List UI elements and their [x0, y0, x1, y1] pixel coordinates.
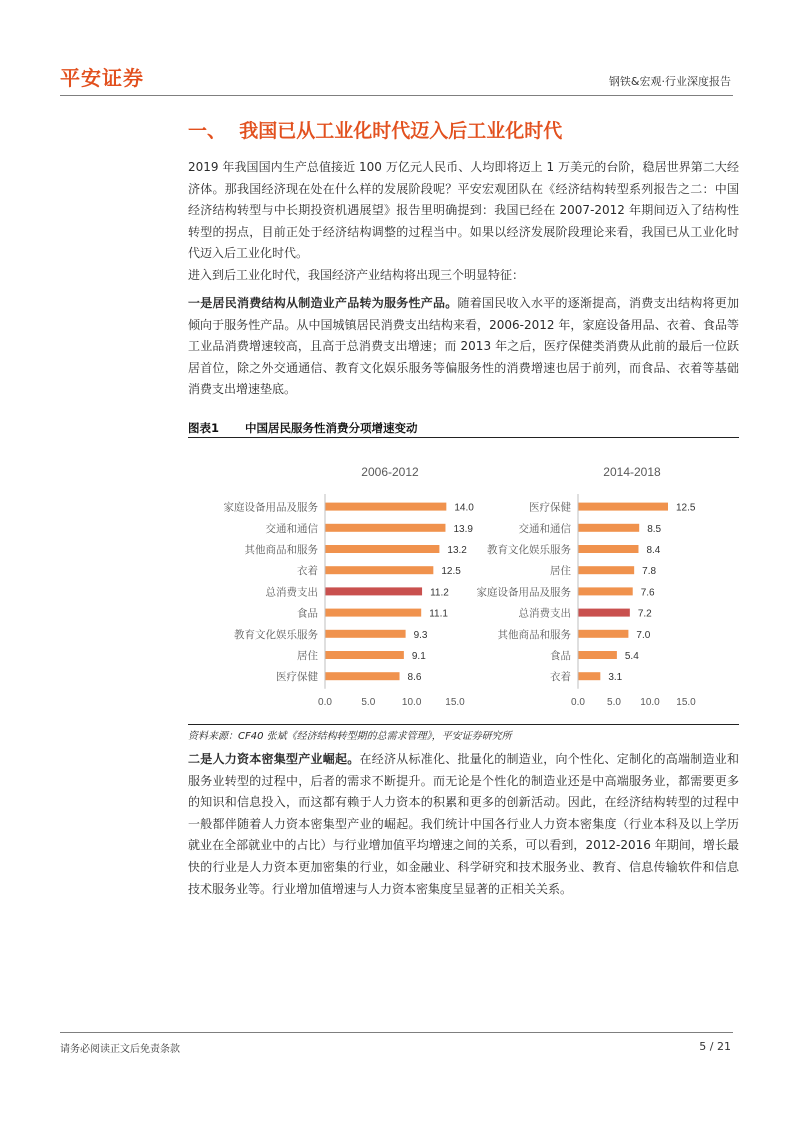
chart-2-value-label: 7.2 — [637, 608, 652, 620]
chart-2-category-label: 家庭设备用品及服务 — [476, 586, 571, 599]
chart-2-category-label: 医疗保健 — [529, 501, 571, 514]
paragraph-consumption — [188, 293, 739, 401]
chart-1-bar — [325, 545, 439, 553]
chart-1-bar — [325, 587, 422, 595]
chart-1-value-label: 14.0 — [454, 502, 474, 514]
consumption-growth-chart — [188, 440, 739, 722]
chart-1-bar — [325, 609, 421, 617]
chart-2-bar — [578, 566, 634, 574]
chart-2-bar — [578, 672, 600, 680]
chart-1-category-label: 家庭设备用品及服务 — [223, 501, 318, 514]
footer-divider — [60, 1032, 733, 1033]
chart-1-category-label: 居住 — [297, 650, 318, 662]
chart-2-bar — [578, 587, 633, 595]
chart-2-x-tick-label: 5.0 — [607, 696, 621, 708]
chart-2-value-label: 8.5 — [647, 523, 662, 535]
figure-header — [188, 420, 739, 436]
chart-1-bar — [325, 630, 406, 638]
chart-2-x-tick-label: 15.0 — [676, 696, 696, 708]
figure-title: 中国居民服务性消费分项增速变动 — [245, 421, 418, 435]
chart-2-value-label: 12.5 — [676, 502, 696, 514]
chart-1-bar — [325, 503, 446, 511]
figure-label: 图表1 — [188, 421, 220, 435]
chart-2-category-label: 总消费支出 — [518, 607, 571, 620]
chart-1-x-tick-label: 15.0 — [445, 696, 465, 708]
chart-2-category-label: 食品 — [550, 650, 571, 662]
paragraph-consumption-lead: 一是居民消费结构从制造业产品转为服务性产品。 — [188, 296, 458, 310]
chart-1-x-tick-label: 0.0 — [318, 696, 332, 708]
chart-1-category-label: 其他商品和服务 — [244, 544, 318, 556]
chart-2-category-label: 教育文化娱乐服务 — [487, 544, 571, 556]
chart-1-category-label: 食品 — [297, 607, 318, 620]
chart-2-x-tick-label: 0.0 — [571, 696, 585, 708]
paragraph-features: 进入到后工业化时代，我国经济产业结构将出现三个明显特征： — [188, 268, 525, 282]
brand-logo: 平安证券 — [60, 66, 144, 90]
chart-2-x-tick-label: 10.0 — [640, 696, 660, 708]
chart-2-category-label: 居住 — [550, 565, 571, 578]
chart-1-category-label: 医疗保健 — [276, 671, 318, 684]
paragraph-human-capital-lead: 二是人力资本密集型产业崛起。 — [188, 752, 360, 766]
chart-2-bar — [578, 630, 628, 638]
chart-1-bar — [325, 651, 404, 659]
chart-1-bar — [325, 672, 400, 680]
chart-1-category-label: 衣着 — [297, 565, 318, 578]
section-title: 一、 我国已从工业化时代迈入后工业化时代 — [188, 120, 563, 142]
figure-bottom-rule — [188, 724, 739, 725]
chart-1-title: 2006-2012 — [361, 465, 419, 479]
chart-2-bar — [578, 503, 668, 511]
chart-1-value-label: 13.9 — [453, 523, 473, 535]
chart-2-bar — [578, 651, 617, 659]
chart-2-bar — [578, 609, 630, 617]
footer-disclaimer: 请务必阅读正文后免责条款 — [60, 1044, 180, 1055]
chart-2-title: 2014-2018 — [603, 465, 661, 479]
chart-2-bar — [578, 524, 639, 532]
chart-1-category-label: 交通和通信 — [265, 522, 318, 535]
chart-1-value-label: 12.5 — [441, 566, 461, 578]
chart-1-value-label: 9.3 — [413, 629, 428, 641]
chart-1-category-label: 总消费支出 — [265, 586, 318, 599]
chart-1-bar — [325, 566, 433, 574]
chart-1-x-tick-label: 5.0 — [361, 696, 376, 708]
chart-1-value-label: 8.6 — [407, 672, 422, 684]
report-category: 钢铁&宏观·行业深度报告 — [608, 75, 731, 88]
chart-1-value-label: 13.2 — [447, 545, 467, 556]
chart-2-category-label: 衣着 — [550, 671, 571, 684]
chart-2-value-label: 7.6 — [640, 587, 655, 599]
chart-2-bar — [578, 545, 638, 553]
chart-2-value-label: 3.1 — [608, 672, 623, 684]
chart-2-value-label: 5.4 — [624, 651, 639, 662]
chart-1-bar — [325, 524, 445, 532]
chart-1-value-label: 11.1 — [429, 608, 448, 620]
chart-2-value-label: 7.8 — [642, 566, 657, 578]
paragraph-consumption-body: 随着国民收入水平的逐渐提高，消费支出结构将更加倾向于服务性产品。从中国城镇居民消费支出结构来看，2006-2012 年，家庭设备用品、衣着、食品等工业品消费增速较高，且高于总消费支出增速；而 2013 年之后，医疗保健类消费从此前的最后一位跃居首位，除之外交通通信、教育文化娱乐服务等偏服务性的消费增速也居于前列，而食品、衣着等基础消费支出增速垫底。 — [188, 296, 739, 397]
figure-source: 资料来源：CF40 张斌《经济结构转型期的总需求管理》，平安证券研究所 — [188, 731, 512, 742]
page-number: 5 / 21 — [699, 1040, 731, 1053]
chart-1-value-label: 11.2 — [430, 587, 449, 599]
chart-2-value-label: 7.0 — [636, 629, 651, 641]
figure-top-rule — [188, 437, 739, 438]
header-divider — [60, 95, 733, 96]
chart-2-category-label: 交通和通信 — [518, 522, 571, 535]
paragraph-human-capital-body: 在经济从标准化、批量化的制造业，向个性化、定制化的高端制造业和服务业转型的过程中，后者的需求不断提升。而无论是个性化的制造业还是中高端服务业，都需要更多的知识和信息投入，而这都有赖于人力资本的积累和更多的创新活动。因此，在经济结构转型的过程中一般都伴随着人力资本密集型产业的崛起。我们统计中国各行业人力资本密集度（行业本科及以上学历就业在全部就业中的占比）与行业增加值平均增速之间的关系，可以看到，2012-2016 年期间，增长最快的行业是人力资本更加密集的行业，如金融业、科学研究和技术服务业、教育、信息传输软件和信息技术服务业等。行业增加值增速与人力资本密集度呈显著的正相关关系。 — [188, 752, 739, 896]
paragraph-human-capital — [188, 749, 739, 900]
chart-1-x-tick-label: 10.0 — [401, 696, 422, 708]
chart-1-value-label: 9.1 — [411, 651, 426, 662]
chart-1-category-label: 教育文化娱乐服务 — [234, 628, 318, 641]
chart-2-category-label: 其他商品和服务 — [497, 628, 571, 641]
paragraph-intro: 2019 年我国国内生产总值接近 100 万亿元人民币、人均即将迈上 1 万美元的台阶，稳居世界第二大经济体。那我国经济现在处在什么样的发展阶段呢？平安宏观团队在《经济结构转型系列报告之二：中国经济结构转型与中长期投资机遇展望》报告里明确提到：我国已经在 2007-2012 年期间迈入了结构性转型的拐点，目前正处于经济结构调整的过程当中。如果以经济发展阶段理论来看，我国已从工业化时代迈入后工业化时代。 — [188, 160, 739, 261]
chart-2-value-label: 8.4 — [646, 545, 661, 556]
